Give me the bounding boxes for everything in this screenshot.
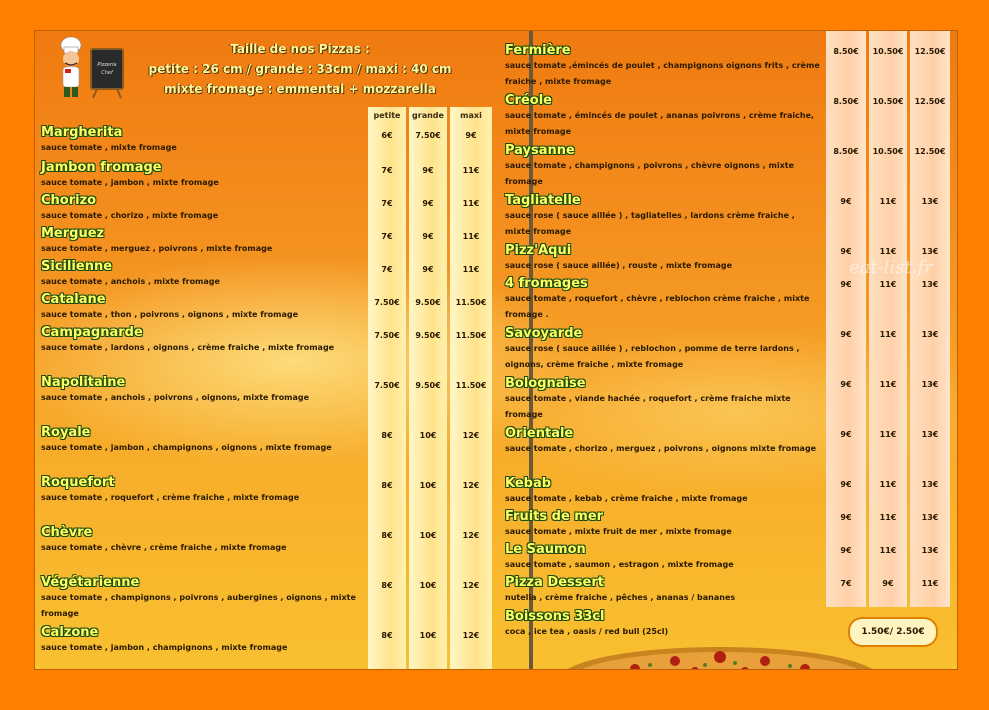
price-petite: 9€ — [840, 330, 852, 339]
item-description: sauce tomate , anchois , poivrons , oignons, mixte fromage — [41, 393, 310, 402]
item-description: sauce tomate , saumon , estragon , mixte fromage — [505, 560, 734, 569]
drinks-price-badge: 1.50€/ 2.50€ — [848, 617, 938, 647]
price-maxi: 11€ — [921, 579, 939, 588]
price-grande: 7.50€ — [415, 131, 441, 140]
price-grande: 11€ — [879, 280, 897, 289]
item-name: Végétarienne — [41, 575, 140, 590]
item-name: Kebab — [505, 476, 552, 491]
item-description: sauce tomate , chèvre , crème fraiche , mixte fromage — [41, 543, 287, 552]
item-name: Merguez — [41, 226, 105, 241]
menu-item — [41, 425, 361, 456]
menu-item — [505, 43, 823, 90]
price-grande: 11€ — [879, 247, 897, 256]
item-description: sauce tomate , anchois , mixte fromage — [41, 277, 220, 286]
price-maxi: 12.50€ — [914, 47, 946, 56]
header-petite: petite — [373, 111, 401, 120]
price-petite: 8.50€ — [833, 147, 859, 156]
item-name: Jambon fromage — [41, 160, 162, 175]
item-description: sauce tomate , merguez , poivrons , mixte fromage — [41, 244, 273, 253]
price-grande: 11€ — [879, 197, 897, 206]
price-petite: 7€ — [381, 265, 393, 274]
price-maxi: 12.50€ — [914, 147, 946, 156]
price-petite: 8€ — [381, 581, 393, 590]
price-maxi: 9€ — [465, 131, 477, 140]
menu-panel — [34, 30, 958, 670]
price-grande: 10.50€ — [872, 147, 904, 156]
price-grande: 10€ — [419, 581, 437, 590]
price-petite: 7€ — [840, 579, 852, 588]
menu-item — [41, 525, 361, 556]
chef-board-text: Pizzeria Chef — [97, 62, 117, 76]
size-info-cheese: mixte fromage : emmental + mozzarella — [164, 82, 436, 96]
header-maxi: maxi — [460, 111, 482, 120]
price-maxi: 11.50€ — [455, 298, 487, 307]
price-petite: 8€ — [381, 531, 393, 540]
header-grande: grande — [412, 111, 444, 120]
item-name: Tagliatelle — [505, 193, 581, 208]
item-name: Roquefort — [41, 475, 115, 490]
menu-item — [41, 226, 361, 257]
item-name: Le Saumon — [505, 542, 586, 557]
price-maxi: 11€ — [462, 265, 480, 274]
price-grande: 9€ — [422, 265, 434, 274]
menu-item — [41, 475, 361, 506]
price-grande: 9€ — [422, 199, 434, 208]
menu-item — [505, 326, 823, 373]
price-maxi: 13€ — [921, 430, 939, 439]
item-name: Catalane — [41, 292, 106, 307]
menu-item — [41, 125, 361, 156]
price-maxi: 13€ — [921, 546, 939, 555]
price-maxi: 11.50€ — [455, 381, 487, 390]
price-petite: 7.50€ — [374, 298, 400, 307]
item-description: sauce rose ( sauce aillée ) , tagliatelles , lardons crème fraiche , mixte fromage — [505, 211, 795, 236]
item-name: 4 fromages — [505, 276, 588, 291]
menu-item — [505, 143, 823, 190]
price-maxi: 12.50€ — [914, 97, 946, 106]
size-info-title: Taille de nos Pizzas : — [230, 42, 370, 56]
price-grande: 9€ — [422, 232, 434, 241]
price-petite: 9€ — [840, 513, 852, 522]
price-grande: 9€ — [422, 166, 434, 175]
price-petite: 9€ — [840, 197, 852, 206]
item-name: Calzone — [41, 625, 99, 640]
item-description: nutella , crème fraiche , pêches , ananas / bananes — [505, 593, 736, 602]
item-name: Chorizo — [41, 193, 97, 208]
item-description: sauce tomate , roquefort , crème fraiche , mixte fromage — [41, 493, 300, 502]
price-petite: 9€ — [840, 546, 852, 555]
price-maxi: 12€ — [462, 631, 480, 640]
price-maxi: 12€ — [462, 531, 480, 540]
menu-item — [41, 259, 361, 290]
item-name: Orientale — [505, 426, 574, 441]
price-maxi: 13€ — [921, 480, 939, 489]
price-maxi: 12€ — [462, 431, 480, 440]
item-name: Pizza Dessert — [505, 575, 604, 590]
price-maxi: 11.50€ — [455, 331, 487, 340]
item-description: sauce tomate , champignons , poivrons , aubergines , oignons , mixte fromage — [41, 593, 356, 618]
item-description: sauce tomate , jambon , champignons , mixte fromage — [41, 643, 288, 652]
price-grande: 11€ — [879, 480, 897, 489]
price-maxi: 11€ — [462, 166, 480, 175]
menu-item-drinks — [505, 609, 815, 640]
price-grande: 11€ — [879, 546, 897, 555]
item-description: sauce tomate , jambon , mixte fromage — [41, 178, 219, 187]
item-description: sauce tomate , chorizo , merguez , poivrons , oignons mixte fromage — [505, 444, 817, 453]
price-maxi: 12€ — [462, 481, 480, 490]
menu-item — [41, 375, 361, 406]
item-description: sauce tomate , champignons , poivrons , chèvre oignons , mixte fromage — [505, 161, 794, 186]
menu-item — [505, 542, 823, 573]
price-grande: 10.50€ — [872, 47, 904, 56]
item-name: Chèvre — [41, 525, 93, 540]
item-description: sauce tomate , chorizo , mixte fromage — [41, 211, 219, 220]
price-maxi: 13€ — [921, 380, 939, 389]
menu-item — [505, 426, 823, 457]
item-name: Margherita — [41, 125, 123, 140]
price-petite: 9€ — [840, 480, 852, 489]
menu-item — [41, 160, 361, 191]
menu-item — [505, 276, 823, 323]
watermark: eat-list.fr — [849, 257, 933, 278]
size-info — [135, 39, 465, 99]
item-name: Fermière — [505, 43, 571, 58]
price-grande: 10€ — [419, 481, 437, 490]
drinks-name: Boissons 33cl — [505, 609, 605, 624]
menu-item — [505, 575, 823, 606]
item-name: Royale — [41, 425, 91, 440]
item-description: sauce tomate , kebab , crème fraiche , mixte fromage — [505, 494, 748, 503]
menu-item — [41, 292, 361, 323]
price-petite: 9€ — [840, 280, 852, 289]
price-grande: 9.50€ — [415, 298, 441, 307]
menu-item — [41, 575, 361, 622]
item-description: sauce tomate , émincés de poulet , ananas poivrons , crème fraiche, mixte fromage — [505, 111, 815, 136]
price-maxi: 13€ — [921, 247, 939, 256]
item-name: Savoyarde — [505, 326, 583, 341]
price-petite: 7€ — [381, 232, 393, 241]
price-grande: 11€ — [879, 380, 897, 389]
item-name: Créole — [505, 93, 552, 108]
menu-item — [505, 193, 823, 240]
price-petite: 7€ — [381, 199, 393, 208]
price-grande: 10€ — [419, 631, 437, 640]
price-grande: 9.50€ — [415, 381, 441, 390]
item-description: sauce rose ( sauce aillée ) , reblochon , pomme de terre lardons , oignons, crème fraiche , mixte fromage — [505, 344, 800, 369]
item-description: sauce tomate , lardons , oignons , crème fraiche , mixte fromage — [41, 343, 335, 352]
price-grande: 11€ — [879, 513, 897, 522]
price-grande: 10.50€ — [872, 97, 904, 106]
item-name: Campagnarde — [41, 325, 143, 340]
price-grande: 10€ — [419, 531, 437, 540]
drinks-desc: coca , ice tea , oasis / red bull (25cl) — [505, 627, 669, 636]
pizza-icon — [555, 639, 885, 670]
item-name: Pizz'Aqui — [505, 243, 572, 258]
item-description: sauce tomate , thon , poivrons , oignons , mixte fromage — [41, 310, 299, 319]
price-grande: 10€ — [419, 431, 437, 440]
item-description: sauce tomate , viande hachée , roquefort , crème fraiche mixte fromage — [505, 394, 791, 419]
menu-item — [505, 376, 823, 423]
item-description: sauce tomate , mixte fruit de mer , mixte fromage — [505, 527, 732, 536]
price-petite: 8€ — [381, 481, 393, 490]
price-maxi: 11€ — [462, 232, 480, 241]
item-name: Napolitaine — [41, 375, 126, 390]
price-maxi: 13€ — [921, 197, 939, 206]
item-name: Bolognaise — [505, 376, 586, 391]
price-petite: 7.50€ — [374, 331, 400, 340]
item-description: sauce tomate , mixte fromage — [41, 143, 177, 152]
menu-item — [505, 509, 823, 540]
item-description: sauce rose ( sauce aillée) , rouste , mixte fromage — [505, 261, 733, 270]
price-maxi: 13€ — [921, 513, 939, 522]
price-maxi: 13€ — [921, 280, 939, 289]
price-petite: 9€ — [840, 247, 852, 256]
menu-item — [505, 476, 823, 507]
price-grande: 11€ — [879, 430, 897, 439]
price-grande: 11€ — [879, 330, 897, 339]
item-name: Sicilienne — [41, 259, 113, 274]
item-description: sauce tomate ,émincés de poulet , champignons oignons frits , crème fraiche , mixte fromage — [505, 61, 820, 86]
price-maxi: 11€ — [462, 199, 480, 208]
price-petite: 6€ — [381, 131, 393, 140]
menu-item — [41, 325, 361, 356]
menu-item — [41, 193, 361, 224]
size-info-sizes: petite : 26 cm / grande : 33cm / maxi : 40 cm — [148, 62, 452, 76]
price-petite: 8€ — [381, 631, 393, 640]
price-grande: 9.50€ — [415, 331, 441, 340]
price-petite: 8.50€ — [833, 97, 859, 106]
price-maxi: 13€ — [921, 330, 939, 339]
price-petite: 8.50€ — [833, 47, 859, 56]
price-petite: 9€ — [840, 430, 852, 439]
menu-item — [505, 93, 823, 140]
menu-item — [505, 243, 823, 274]
item-name: Fruits de mer — [505, 509, 604, 524]
price-grande: 9€ — [882, 579, 894, 588]
price-petite: 7€ — [381, 166, 393, 175]
price-maxi: 12€ — [462, 581, 480, 590]
menu-item — [41, 625, 361, 656]
item-description: sauce tomate , roquefort , chèvre , reblochon crème fraiche , mixte fromage . — [505, 294, 810, 319]
item-name: Paysanne — [505, 143, 575, 158]
price-petite: 9€ — [840, 380, 852, 389]
price-petite: 8€ — [381, 431, 393, 440]
price-petite: 7.50€ — [374, 381, 400, 390]
item-description: sauce tomate , jambon , champignons , oignons , mixte fromage — [41, 443, 332, 452]
